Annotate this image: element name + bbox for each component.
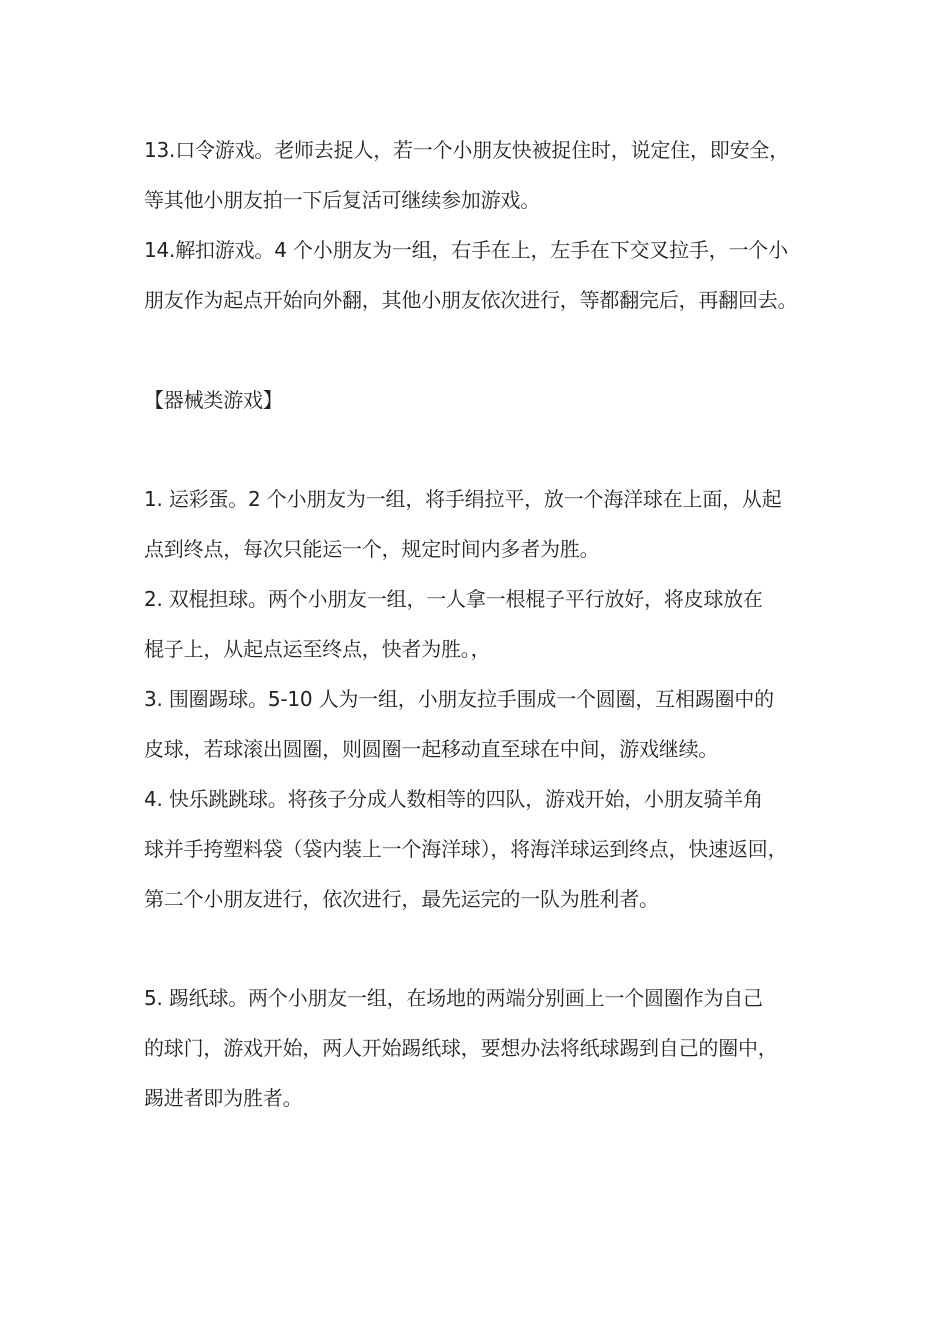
text-line-game-13: 13.口令游戏。老师去捉人，若一个小朋友快被捉住时，说定住，即安全，: [144, 138, 790, 162]
text-line-game-13-cont: 等其他小朋友拍一下后复活可继续参加游戏。: [144, 188, 540, 212]
text-line-game-1: 1. 运彩蛋。2 个小朋友为一组，将手绢拉平，放一个海洋球在上面，从起: [144, 487, 782, 511]
text-line-game-3-cont: 皮球，若球滚出圆圈，则圆圈一起移动直至球在中间，游戏继续。: [144, 737, 719, 761]
text-line-game-2-cont: 棍子上，从起点运至终点，快者为胜。，: [144, 637, 491, 661]
text-line-game-4: 4. 快乐跳跳球。将孩子分成人数相等的四队，游戏开始，小朋友骑羊角: [144, 787, 763, 811]
text-line-game-14: 14.解扣游戏。4 个小朋友为一组，右手在上，左手在下交叉拉手，一个小: [144, 238, 788, 262]
text-line-game-2: 2. 双棍担球。两个小朋友一组，一人拿一根棍子平行放好，将皮球放在: [144, 587, 763, 611]
section-heading-equipment-games: 【器械类游戏】: [144, 388, 283, 412]
text-line-game-1-cont: 点到终点，每次只能运一个，规定时间内多者为胜。: [144, 537, 600, 561]
text-line-game-3: 3. 围圈踢球。5-10 人为一组，小朋友拉手围成一个圆圈，互相踢圈中的: [144, 687, 774, 711]
text-line-game-4-cont2: 第二个小朋友进行，依次进行，最先运完的一队为胜利者。: [144, 887, 659, 911]
text-line-game-5-cont: 的球门，游戏开始，两人开始踢纸球，要想办法将纸球踢到自己的圈中，: [144, 1036, 778, 1060]
text-line-game-5-cont2: 踢进者即为胜者。: [144, 1086, 303, 1110]
text-line-game-5: 5. 踢纸球。两个小朋友一组，在场地的两端分别画上一个圆圈作为自己: [144, 986, 763, 1010]
text-line-game-4-cont: 球并手挎塑料袋（袋内装上一个海洋球），将海洋球运到终点，快速返回，: [144, 837, 788, 861]
text-line-game-14-cont: 朋友作为起点开始向外翻，其他小朋友依次进行，等都翻完后，再翻回去。: [144, 288, 798, 312]
